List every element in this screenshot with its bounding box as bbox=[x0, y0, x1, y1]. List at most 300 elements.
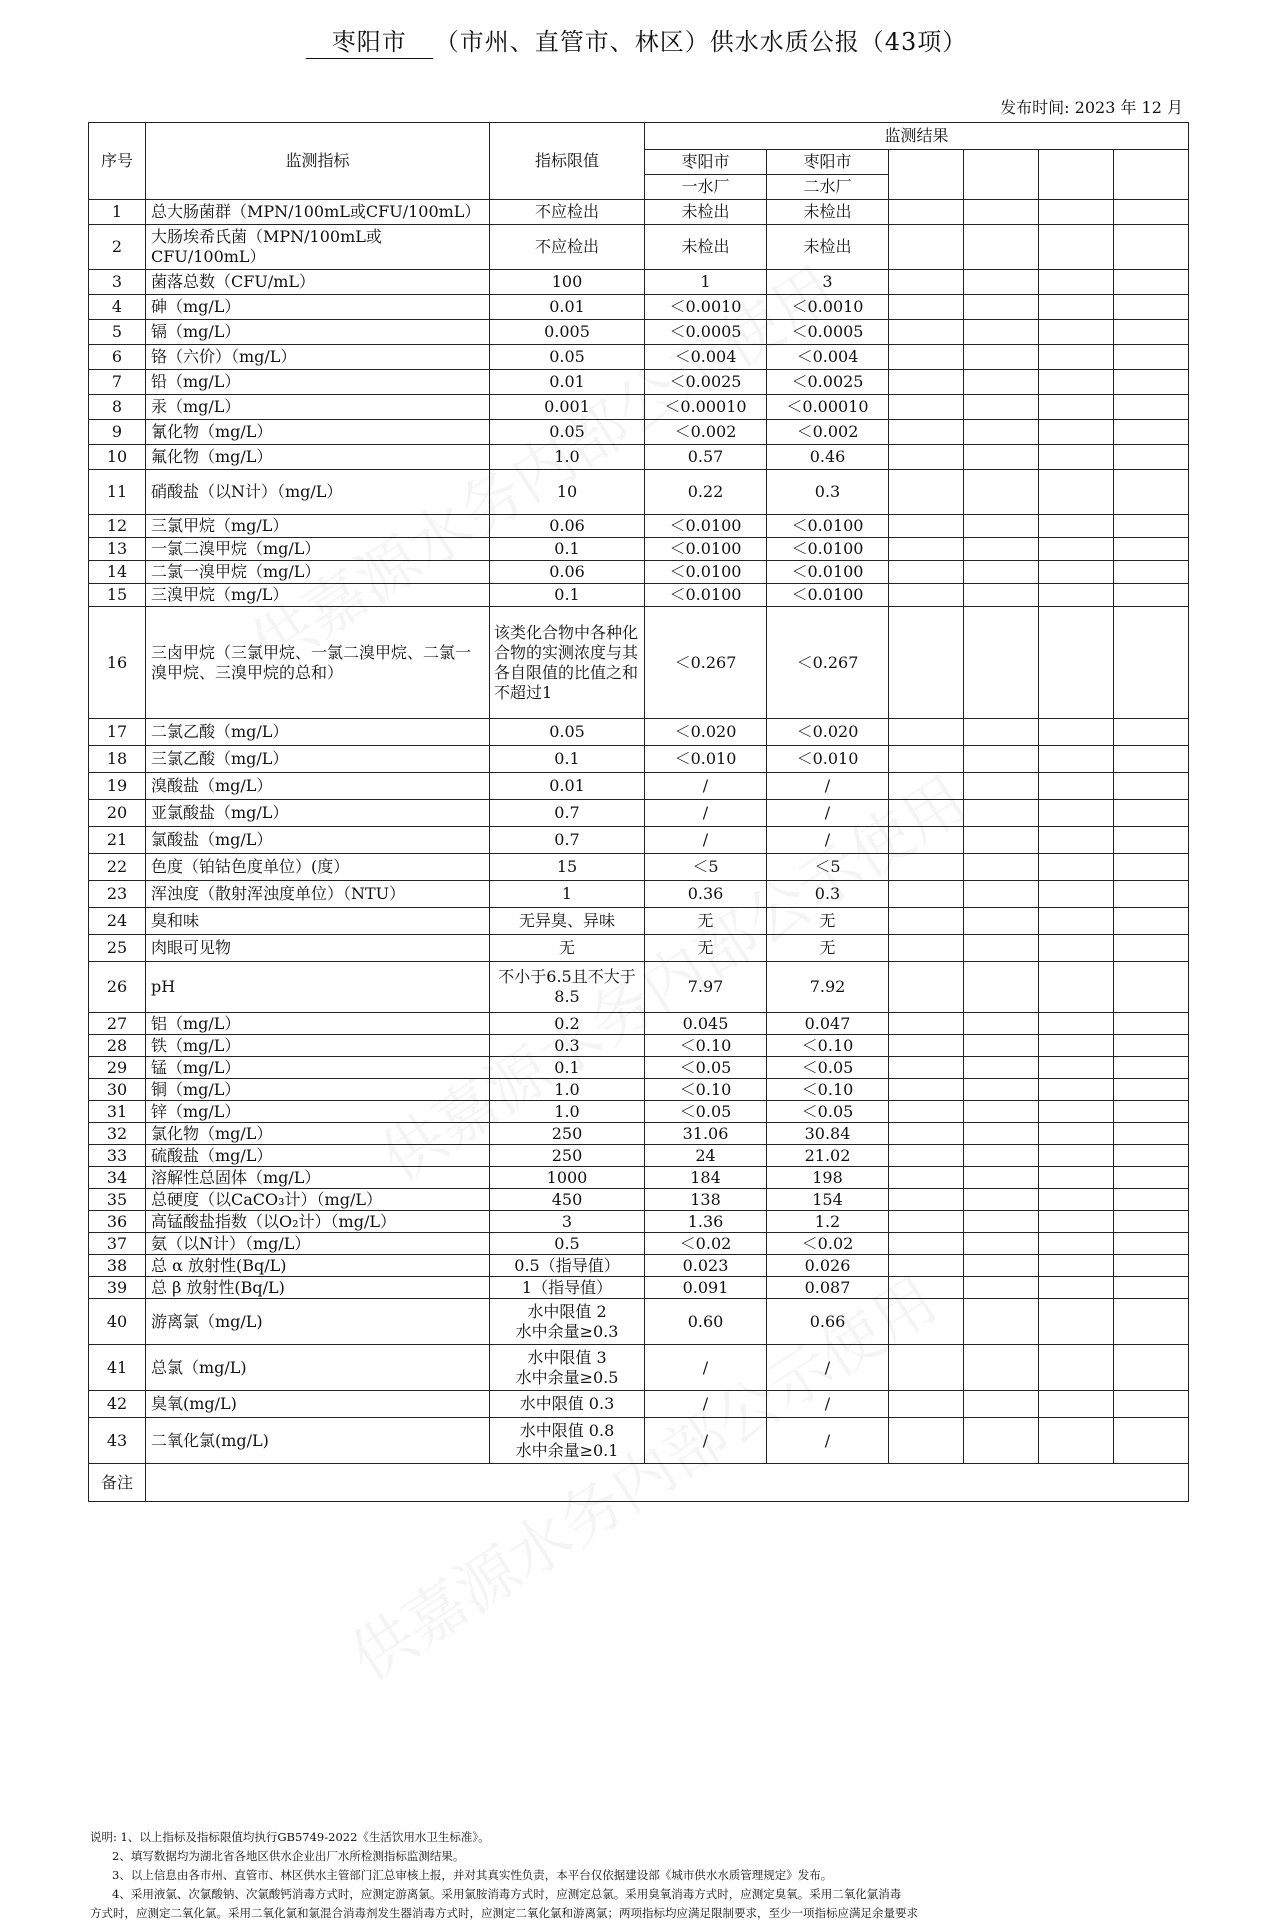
empty-result-cell bbox=[964, 719, 1039, 746]
result-plant2: ＜0.002 bbox=[767, 420, 889, 445]
empty-result-cell bbox=[889, 538, 964, 561]
header-indicator: 监测指标 bbox=[146, 123, 490, 200]
header-results: 监测结果 bbox=[645, 123, 1189, 150]
table-row bbox=[89, 345, 1189, 370]
indicator-name: 三卤甲烷（三氯甲烷、一氯二溴甲烷、二氯一溴甲烷、三溴甲烷的总和） bbox=[146, 607, 490, 719]
row-number: 8 bbox=[89, 395, 146, 420]
indicator-limit: 1 bbox=[490, 881, 645, 908]
empty-result-cell bbox=[1114, 1101, 1189, 1123]
indicator-limit: 100 bbox=[490, 270, 645, 295]
row-number: 7 bbox=[89, 370, 146, 395]
empty-result-cell bbox=[889, 1145, 964, 1167]
indicator-name: 溴酸盐（mg/L） bbox=[146, 773, 490, 800]
indicator-name: 氟化物（mg/L） bbox=[146, 445, 490, 470]
empty-result-cell bbox=[1039, 584, 1114, 607]
indicator-name: 汞（mg/L） bbox=[146, 395, 490, 420]
result-plant1: 无 bbox=[645, 908, 767, 935]
empty-result-cell bbox=[1114, 295, 1189, 320]
empty-result-cell bbox=[1114, 719, 1189, 746]
result-plant2: 154 bbox=[767, 1189, 889, 1211]
indicator-limit: 1.0 bbox=[490, 445, 645, 470]
indicator-limit: 0.06 bbox=[490, 561, 645, 584]
result-plant2: 0.087 bbox=[767, 1277, 889, 1299]
empty-result-cell bbox=[889, 561, 964, 584]
empty-result-cell bbox=[1039, 395, 1114, 420]
result-plant2: ＜0.004 bbox=[767, 345, 889, 370]
table-row bbox=[89, 1101, 1189, 1123]
result-plant2: ＜5 bbox=[767, 854, 889, 881]
empty-result-cell bbox=[889, 1079, 964, 1101]
indicator-limit: 水中限值 0.3 bbox=[490, 1391, 645, 1418]
empty-result-cell bbox=[889, 827, 964, 854]
empty-result-cell bbox=[964, 225, 1039, 270]
result-plant1: / bbox=[645, 1418, 767, 1464]
result-plant2: ＜0.0100 bbox=[767, 538, 889, 561]
indicator-name: 浑浊度（散射浑浊度单位）（NTU） bbox=[146, 881, 490, 908]
result-plant1: ＜0.267 bbox=[645, 607, 767, 719]
table-row bbox=[89, 773, 1189, 800]
empty-result-cell bbox=[964, 270, 1039, 295]
indicator-limit: 0.06 bbox=[490, 515, 645, 538]
empty-result-cell bbox=[1039, 1299, 1114, 1345]
result-plant2: ＜0.00010 bbox=[767, 395, 889, 420]
row-number: 31 bbox=[89, 1101, 146, 1123]
indicator-name: 二氧化氯(mg/L) bbox=[146, 1418, 490, 1464]
empty-result-cell bbox=[1114, 607, 1189, 719]
table-row bbox=[89, 746, 1189, 773]
empty-result-cell bbox=[1114, 561, 1189, 584]
empty-result-cell bbox=[964, 1123, 1039, 1145]
result-plant1: 7.97 bbox=[645, 962, 767, 1013]
empty-result-cell bbox=[889, 800, 964, 827]
empty-result-cell bbox=[964, 395, 1039, 420]
row-number: 27 bbox=[89, 1013, 146, 1035]
indicator-limit: 0.001 bbox=[490, 395, 645, 420]
empty-result-cell bbox=[1039, 1057, 1114, 1079]
result-plant1: ＜0.010 bbox=[645, 746, 767, 773]
empty-result-cell bbox=[1114, 270, 1189, 295]
row-number: 12 bbox=[89, 515, 146, 538]
result-plant2: 未检出 bbox=[767, 225, 889, 270]
empty-result-cell bbox=[889, 935, 964, 962]
empty-result-col bbox=[964, 150, 1039, 200]
empty-result-cell bbox=[1114, 420, 1189, 445]
result-plant1: 0.57 bbox=[645, 445, 767, 470]
result-plant2: 无 bbox=[767, 935, 889, 962]
row-number: 37 bbox=[89, 1233, 146, 1255]
result-plant2: ＜0.0025 bbox=[767, 370, 889, 395]
empty-result-cell bbox=[1039, 962, 1114, 1013]
empty-result-cell bbox=[964, 881, 1039, 908]
row-number: 36 bbox=[89, 1211, 146, 1233]
row-number: 2 bbox=[89, 225, 146, 270]
empty-result-cell bbox=[1114, 962, 1189, 1013]
result-plant2: / bbox=[767, 773, 889, 800]
table-row bbox=[89, 1418, 1189, 1464]
remarks-label: 备注 bbox=[89, 1464, 146, 1502]
result-plant2: ＜0.05 bbox=[767, 1101, 889, 1123]
result-plant2: ＜0.0100 bbox=[767, 584, 889, 607]
row-number: 19 bbox=[89, 773, 146, 800]
result-plant1: 无 bbox=[645, 935, 767, 962]
empty-result-cell bbox=[1039, 561, 1114, 584]
empty-result-cell bbox=[1114, 1299, 1189, 1345]
indicator-limit: 水中限值 0.8 水中余量≥0.1 bbox=[490, 1418, 645, 1464]
indicator-limit: 不小于6.5且不大于8.5 bbox=[490, 962, 645, 1013]
table-row bbox=[89, 881, 1189, 908]
row-number: 20 bbox=[89, 800, 146, 827]
indicator-name: 硝酸盐（以N计）（mg/L） bbox=[146, 470, 490, 515]
result-plant1: 0.091 bbox=[645, 1277, 767, 1299]
row-number: 11 bbox=[89, 470, 146, 515]
table-row bbox=[89, 962, 1189, 1013]
table-row bbox=[89, 295, 1189, 320]
empty-result-cell bbox=[1039, 827, 1114, 854]
plant1-city: 枣阳市 bbox=[645, 150, 767, 175]
empty-result-cell bbox=[889, 1345, 964, 1391]
empty-result-cell bbox=[964, 345, 1039, 370]
empty-result-cell bbox=[964, 295, 1039, 320]
row-number: 29 bbox=[89, 1057, 146, 1079]
empty-result-cell bbox=[889, 1277, 964, 1299]
empty-result-cell bbox=[1039, 345, 1114, 370]
empty-result-cell bbox=[1114, 1167, 1189, 1189]
empty-result-cell bbox=[1039, 908, 1114, 935]
indicator-limit: 15 bbox=[490, 854, 645, 881]
empty-result-cell bbox=[1039, 1277, 1114, 1299]
table-row bbox=[89, 1079, 1189, 1101]
indicator-name: 总 β 放射性(Bq/L) bbox=[146, 1277, 490, 1299]
empty-result-cell bbox=[1039, 1123, 1114, 1145]
empty-result-cell bbox=[964, 420, 1039, 445]
indicator-name: 镉（mg/L） bbox=[146, 320, 490, 345]
indicator-name: 臭和味 bbox=[146, 908, 490, 935]
indicator-name: 总大肠菌群（MPN/100mL或CFU/100mL） bbox=[146, 200, 490, 225]
result-plant2: 0.026 bbox=[767, 1255, 889, 1277]
row-number: 32 bbox=[89, 1123, 146, 1145]
table-row bbox=[89, 420, 1189, 445]
row-number: 33 bbox=[89, 1145, 146, 1167]
indicator-limit: 0.05 bbox=[490, 719, 645, 746]
result-plant1: 0.22 bbox=[645, 470, 767, 515]
indicator-name: 总硬度（以CaCO₃计）（mg/L） bbox=[146, 1189, 490, 1211]
table-row bbox=[89, 538, 1189, 561]
indicator-name: 氰化物（mg/L） bbox=[146, 420, 490, 445]
indicator-limit: 450 bbox=[490, 1189, 645, 1211]
empty-result-cell bbox=[964, 1211, 1039, 1233]
empty-result-cell bbox=[964, 746, 1039, 773]
table-row bbox=[89, 370, 1189, 395]
empty-result-cell bbox=[1039, 515, 1114, 538]
indicator-name: 锰（mg/L） bbox=[146, 1057, 490, 1079]
plant1-name: 一水厂 bbox=[645, 175, 767, 200]
row-number: 9 bbox=[89, 420, 146, 445]
row-number: 18 bbox=[89, 746, 146, 773]
result-plant1: 24 bbox=[645, 1145, 767, 1167]
result-plant2: / bbox=[767, 1345, 889, 1391]
indicator-limit: 250 bbox=[490, 1123, 645, 1145]
empty-result-cell bbox=[1039, 719, 1114, 746]
title-text: （市州、直管市、林区）供水水质公报（43项） bbox=[434, 28, 968, 56]
table-row bbox=[89, 515, 1189, 538]
indicator-limit: 无 bbox=[490, 935, 645, 962]
empty-result-cell bbox=[889, 320, 964, 345]
empty-result-cell bbox=[889, 908, 964, 935]
empty-result-cell bbox=[1039, 1211, 1114, 1233]
indicator-name: pH bbox=[146, 962, 490, 1013]
indicator-limit: 1（指导值） bbox=[490, 1277, 645, 1299]
empty-result-cell bbox=[889, 270, 964, 295]
row-number: 3 bbox=[89, 270, 146, 295]
result-plant1: ＜0.05 bbox=[645, 1101, 767, 1123]
indicator-name: 铝（mg/L） bbox=[146, 1013, 490, 1035]
header-seq: 序号 bbox=[89, 123, 146, 200]
table-row bbox=[89, 800, 1189, 827]
indicator-limit: 3 bbox=[490, 1211, 645, 1233]
empty-result-cell bbox=[964, 800, 1039, 827]
note-4: 4、采用液氯、次氯酸钠、次氯酸钙消毒方式时，应测定游离氯。采用氯胺消毒方式时，应测定总氯。采用臭氧消毒方式时，应测定臭氧。采用二氧化氯消毒 bbox=[112, 1887, 902, 1901]
row-number: 14 bbox=[89, 561, 146, 584]
table-row bbox=[89, 1167, 1189, 1189]
result-plant1: ＜0.0100 bbox=[645, 561, 767, 584]
publish-time: 发布时间: 2023 年 12 月 bbox=[1000, 98, 1183, 117]
empty-result-cell bbox=[1114, 1013, 1189, 1035]
empty-result-cell bbox=[889, 225, 964, 270]
empty-result-cell bbox=[964, 1277, 1039, 1299]
empty-result-cell bbox=[889, 1167, 964, 1189]
table-row bbox=[89, 1035, 1189, 1057]
result-plant2: 0.047 bbox=[767, 1013, 889, 1035]
indicator-limit: 0.05 bbox=[490, 420, 645, 445]
indicator-name: 臭氧(mg/L) bbox=[146, 1391, 490, 1418]
empty-result-cell bbox=[1039, 881, 1114, 908]
result-plant2: 198 bbox=[767, 1167, 889, 1189]
indicator-limit: 0.2 bbox=[490, 1013, 645, 1035]
empty-result-cell bbox=[1039, 370, 1114, 395]
empty-result-cell bbox=[964, 370, 1039, 395]
indicator-name: 菌落总数（CFU/mL） bbox=[146, 270, 490, 295]
row-number: 23 bbox=[89, 881, 146, 908]
result-plant2: 0.3 bbox=[767, 881, 889, 908]
table-row bbox=[89, 1189, 1189, 1211]
result-plant1: 1.36 bbox=[645, 1211, 767, 1233]
indicator-name: 氯化物（mg/L） bbox=[146, 1123, 490, 1145]
indicator-name: 二氯一溴甲烷（mg/L） bbox=[146, 561, 490, 584]
result-plant1: ＜0.002 bbox=[645, 420, 767, 445]
empty-result-cell bbox=[964, 1167, 1039, 1189]
result-plant1: 31.06 bbox=[645, 1123, 767, 1145]
result-plant2: ＜0.020 bbox=[767, 719, 889, 746]
table-row bbox=[89, 1123, 1189, 1145]
indicator-name: 氨（以N计）（mg/L） bbox=[146, 1233, 490, 1255]
indicator-limit: 水中限值 3 水中余量≥0.5 bbox=[490, 1345, 645, 1391]
indicator-limit: 0.1 bbox=[490, 746, 645, 773]
indicator-name: 色度（铂钴色度单位）(度） bbox=[146, 854, 490, 881]
result-plant1: ＜5 bbox=[645, 854, 767, 881]
empty-result-cell bbox=[1039, 854, 1114, 881]
empty-result-cell bbox=[1114, 773, 1189, 800]
empty-result-cell bbox=[964, 1255, 1039, 1277]
result-plant2: 0.46 bbox=[767, 445, 889, 470]
empty-result-cell bbox=[889, 1123, 964, 1145]
result-plant1: ＜0.05 bbox=[645, 1057, 767, 1079]
result-plant1: 0.045 bbox=[645, 1013, 767, 1035]
row-number: 28 bbox=[89, 1035, 146, 1057]
result-plant2: ＜0.05 bbox=[767, 1057, 889, 1079]
table-row bbox=[89, 1013, 1189, 1035]
result-plant2: ＜0.10 bbox=[767, 1035, 889, 1057]
empty-result-col bbox=[889, 150, 964, 200]
empty-result-cell bbox=[889, 1418, 964, 1464]
result-plant1: ＜0.02 bbox=[645, 1233, 767, 1255]
empty-result-cell bbox=[1039, 1418, 1114, 1464]
indicator-name: 二氯乙酸（mg/L） bbox=[146, 719, 490, 746]
indicator-limit: 1000 bbox=[490, 1167, 645, 1189]
empty-result-cell bbox=[889, 719, 964, 746]
empty-result-cell bbox=[1039, 470, 1114, 515]
notes bbox=[90, 1828, 1190, 1923]
empty-result-cell bbox=[889, 515, 964, 538]
result-plant2: 21.02 bbox=[767, 1145, 889, 1167]
row-number: 26 bbox=[89, 962, 146, 1013]
result-plant1: ＜0.00010 bbox=[645, 395, 767, 420]
indicator-name: 总氯（mg/L) bbox=[146, 1345, 490, 1391]
empty-result-cell bbox=[889, 1035, 964, 1057]
row-number: 35 bbox=[89, 1189, 146, 1211]
empty-result-cell bbox=[1039, 1145, 1114, 1167]
empty-result-cell bbox=[889, 395, 964, 420]
row-number: 4 bbox=[89, 295, 146, 320]
result-plant2: ＜0.010 bbox=[767, 746, 889, 773]
row-number: 43 bbox=[89, 1418, 146, 1464]
result-plant2: 无 bbox=[767, 908, 889, 935]
indicator-limit: 水中限值 2 水中余量≥0.3 bbox=[490, 1299, 645, 1345]
empty-result-cell bbox=[1039, 935, 1114, 962]
empty-result-cell bbox=[889, 746, 964, 773]
result-plant2: ＜0.267 bbox=[767, 607, 889, 719]
row-number: 13 bbox=[89, 538, 146, 561]
empty-result-cell bbox=[964, 538, 1039, 561]
indicator-limit: 0.01 bbox=[490, 773, 645, 800]
result-plant1: 0.36 bbox=[645, 881, 767, 908]
indicator-limit: 0.7 bbox=[490, 800, 645, 827]
result-plant1: ＜0.020 bbox=[645, 719, 767, 746]
result-plant2: / bbox=[767, 800, 889, 827]
result-plant2: ＜0.10 bbox=[767, 1079, 889, 1101]
result-plant1: ＜0.0100 bbox=[645, 538, 767, 561]
result-plant1: ＜0.10 bbox=[645, 1079, 767, 1101]
empty-result-cell bbox=[1039, 1391, 1114, 1418]
indicator-limit: 1.0 bbox=[490, 1079, 645, 1101]
plant2-name: 二水厂 bbox=[767, 175, 889, 200]
empty-result-cell bbox=[1114, 881, 1189, 908]
empty-result-cell bbox=[889, 445, 964, 470]
indicator-name: 氯酸盐（mg/L） bbox=[146, 827, 490, 854]
empty-result-cell bbox=[964, 1079, 1039, 1101]
row-number: 5 bbox=[89, 320, 146, 345]
empty-result-cell bbox=[964, 935, 1039, 962]
empty-result-cell bbox=[964, 1418, 1039, 1464]
result-plant1: ＜0.0025 bbox=[645, 370, 767, 395]
empty-result-cell bbox=[889, 1211, 964, 1233]
empty-result-cell bbox=[964, 1345, 1039, 1391]
table-row bbox=[89, 1057, 1189, 1079]
result-plant1: / bbox=[645, 1391, 767, 1418]
empty-result-cell bbox=[1039, 1233, 1114, 1255]
row-number: 34 bbox=[89, 1167, 146, 1189]
result-plant1: / bbox=[645, 1345, 767, 1391]
table-row bbox=[89, 200, 1189, 225]
row-number: 42 bbox=[89, 1391, 146, 1418]
result-plant2: / bbox=[767, 1418, 889, 1464]
empty-result-cell bbox=[1039, 1255, 1114, 1277]
note-4-cont: 方式时，应测定二氧化氯。采用二氧化氯和氯混合消毒剂发生器消毒方式时，应测定二氧化氯和游离氯；两项指标均应满足限制要求，至少一项指标应满足余量要求 bbox=[90, 1906, 918, 1920]
indicator-limit: 0.01 bbox=[490, 295, 645, 320]
result-plant2: 0.3 bbox=[767, 470, 889, 515]
indicator-name: 溶解性总固体（mg/L） bbox=[146, 1167, 490, 1189]
empty-result-cell bbox=[964, 1391, 1039, 1418]
empty-result-cell bbox=[1114, 320, 1189, 345]
result-plant2: / bbox=[767, 1391, 889, 1418]
empty-result-cell bbox=[1039, 1035, 1114, 1057]
page-title bbox=[0, 22, 1273, 59]
empty-result-cell bbox=[964, 1233, 1039, 1255]
empty-result-cell bbox=[1114, 1189, 1189, 1211]
empty-result-cell bbox=[964, 1101, 1039, 1123]
remarks-content bbox=[146, 1464, 1189, 1502]
empty-result-cell bbox=[1039, 607, 1114, 719]
empty-result-cell bbox=[1039, 1189, 1114, 1211]
table-row bbox=[89, 320, 1189, 345]
table-row bbox=[89, 470, 1189, 515]
indicator-limit: 无异臭、异味 bbox=[490, 908, 645, 935]
empty-result-cell bbox=[889, 1057, 964, 1079]
table-row bbox=[89, 719, 1189, 746]
empty-result-cell bbox=[1114, 1345, 1189, 1391]
empty-result-cell bbox=[889, 607, 964, 719]
indicator-name: 一氯二溴甲烷（mg/L） bbox=[146, 538, 490, 561]
empty-result-cell bbox=[964, 445, 1039, 470]
table-row bbox=[89, 607, 1189, 719]
empty-result-cell bbox=[964, 470, 1039, 515]
table-row bbox=[89, 1255, 1189, 1277]
empty-result-cell bbox=[964, 827, 1039, 854]
table-row bbox=[89, 1345, 1189, 1391]
note-1: 说明: 1、以上指标及指标限值均执行GB5749-2022《生活饮用水卫生标准》。 bbox=[90, 1830, 490, 1844]
result-plant1: ＜0.004 bbox=[645, 345, 767, 370]
empty-result-cell bbox=[889, 1013, 964, 1035]
indicator-limit: 0.1 bbox=[490, 584, 645, 607]
empty-result-cell bbox=[964, 854, 1039, 881]
indicator-limit: 0.1 bbox=[490, 1057, 645, 1079]
indicator-limit: 不应检出 bbox=[490, 225, 645, 270]
result-plant2: ＜0.0005 bbox=[767, 320, 889, 345]
table-row bbox=[89, 584, 1189, 607]
result-plant1: 0.023 bbox=[645, 1255, 767, 1277]
empty-result-cell bbox=[1039, 1167, 1114, 1189]
indicator-name: 砷（mg/L） bbox=[146, 295, 490, 320]
table-row bbox=[89, 225, 1189, 270]
empty-result-cell bbox=[1114, 1391, 1189, 1418]
empty-result-cell bbox=[1114, 1145, 1189, 1167]
indicator-name: 总 α 放射性(Bq/L) bbox=[146, 1255, 490, 1277]
table-row bbox=[89, 908, 1189, 935]
empty-result-cell bbox=[964, 1189, 1039, 1211]
empty-result-cell bbox=[1114, 1057, 1189, 1079]
indicator-limit: 1.0 bbox=[490, 1101, 645, 1123]
table-row bbox=[89, 1299, 1189, 1345]
empty-result-cell bbox=[1114, 200, 1189, 225]
